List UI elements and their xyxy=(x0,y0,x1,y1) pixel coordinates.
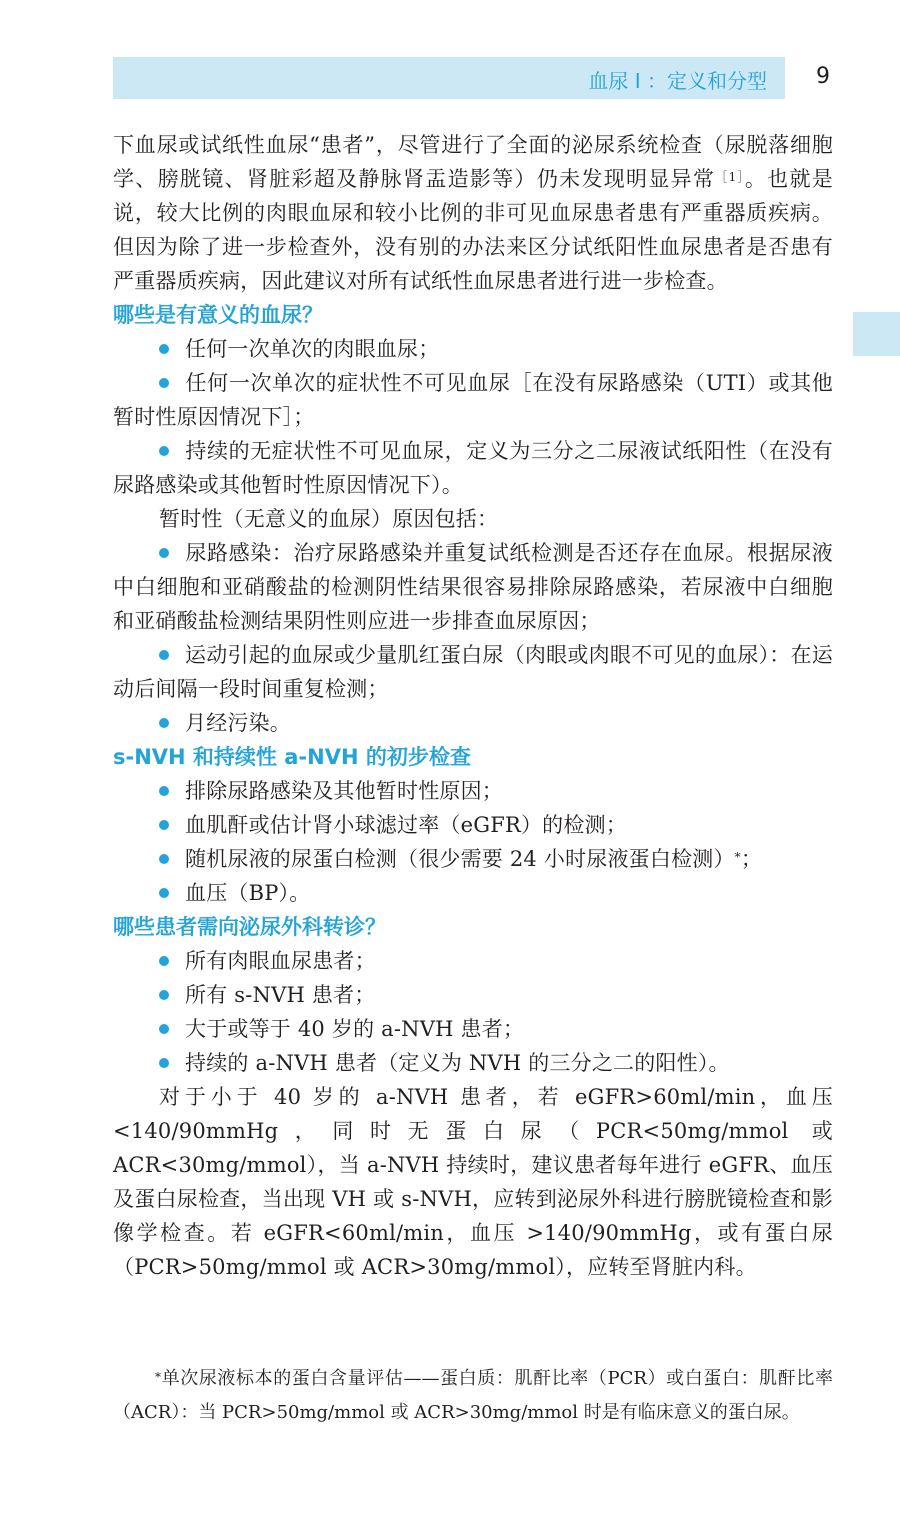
bullet-icon xyxy=(159,854,169,864)
page-body xyxy=(113,128,833,1284)
list-item: 持续的 a-NVH 患者（定义为 NVH 的三分之二的阳性）。 xyxy=(113,1046,833,1080)
chapter-title: 血尿 Ⅰ ：定义和分型 xyxy=(588,69,767,93)
footnote-mark: * xyxy=(155,1370,161,1384)
list-item: 持续的无症状性不可见血尿，定义为三分之二尿液试纸阳性（在没有尿路感染或其他暂时性原因情况下）。 xyxy=(113,439,833,497)
list-item: 尿路感染：治疗尿路感染并重复试纸检测是否还存在血尿。根据尿液中白细胞和亚硝酸盐的检测阴性结果很容易排除尿路感染，若尿液中白细胞和亚硝酸盐检测结果阴性则应进一步排查血尿原因； xyxy=(113,541,833,633)
list-item: 排除尿路感染及其他暂时性原因； xyxy=(113,774,833,808)
bullet-icon xyxy=(159,956,169,966)
bullet-icon xyxy=(159,650,169,660)
closing-paragraph: 对于小于 40 岁的 a-NVH 患者，若 eGFR>60ml/min，血压 <140/90mmHg，同时无蛋白尿（PCR<50mg/mmol 或 ACR<30mg/mmol），当 a-NVH 持续时，建议患者每年进行 eGFR、血压及蛋白尿检查，当出现 VH 或 s-NVH，应转到泌尿外科进行膀胱镜检查和影像学检查。若 eGFR<60ml/min，血压 >140/90mmHg，或有蛋白尿（PCR>50mg/mmol 或 ACR>30mg/mmol），应转至肾脏内科。 xyxy=(113,1085,833,1279)
running-header xyxy=(113,57,785,99)
bullet-icon xyxy=(159,344,169,354)
bullet-icon xyxy=(159,990,169,1000)
list-item: 血肌酐或估计肾小球滤过率（eGFR）的检测； xyxy=(113,808,833,842)
footnote-mark: * xyxy=(734,850,741,864)
chapter-tab xyxy=(853,312,900,356)
section-heading-initial-workup: s-NVH 和持续性 a-NVH 的初步检查 xyxy=(113,745,471,769)
section-heading-urology-referral: 哪些患者需向泌尿外科转诊？ xyxy=(113,915,386,939)
bullet-icon xyxy=(159,548,169,558)
list-item: 大于或等于 40 岁的 a-NVH 患者； xyxy=(113,1012,833,1046)
bullet-icon xyxy=(159,378,169,388)
list-item: 随机尿液的尿蛋白检测（很少需要 24 小时尿液蛋白检测）*； xyxy=(113,842,833,876)
bullet-icon xyxy=(159,820,169,830)
list-item: 血压（BP）。 xyxy=(113,876,833,910)
bullet-icon xyxy=(159,888,169,898)
bullet-icon xyxy=(159,718,169,728)
list-item: 月经污染。 xyxy=(113,706,833,740)
list-item: 任何一次单次的症状性不可见血尿［在没有尿路感染（UTI）或其他暂时性原因情况下］； xyxy=(113,371,833,429)
bullet-icon xyxy=(159,446,169,456)
bullet-icon xyxy=(159,1058,169,1068)
footnote: *单次尿液标本的蛋白含量评估——蛋白质：肌酐比率（PCR）或白蛋白：肌酐比率（ACR）：当 PCR>50mg/mmol 或 ACR>30mg/mmol 时是有临床意义的蛋白尿。 xyxy=(113,1368,833,1423)
section-heading-meaningful-hematuria: 哪些是有意义的血尿？ xyxy=(113,303,323,327)
bullet-icon xyxy=(159,1024,169,1034)
list-item: 所有 s-NVH 患者； xyxy=(113,978,833,1012)
page-number: 9 xyxy=(816,64,830,89)
citation-ref: ［1］ xyxy=(715,170,745,184)
list-item: 任何一次单次的肉眼血尿； xyxy=(113,332,833,366)
transient-causes-intro: 暂时性（无意义的血尿）原因包括： xyxy=(159,507,499,531)
list-item: 运动引起的血尿或少量肌红蛋白尿（肉眼或肉眼不可见的血尿）：在运动后间隔一段时间重复检测； xyxy=(113,643,833,701)
intro-paragraph: 下血尿或试纸性血尿“患者”，尽管进行了全面的泌尿系统检查（尿脱落细胞学、膀胱镜、肾脏彩超及静脉肾盂造影等）仍未发现明显异常$^{[1]}$。也就是说，较大比例的肉眼血尿和较小比例的非可见血尿患者患有严重器质疾病。但因为除了进一步检查外，没有别的办法来区分试纸阳性血尿患者是否患有严重器质疾病，因此建议对所有试纸性血尿患者进行进一步检查。 xyxy=(113,133,833,293)
bullet-icon xyxy=(159,786,169,796)
list-item: 所有肉眼血尿患者； xyxy=(113,944,833,978)
